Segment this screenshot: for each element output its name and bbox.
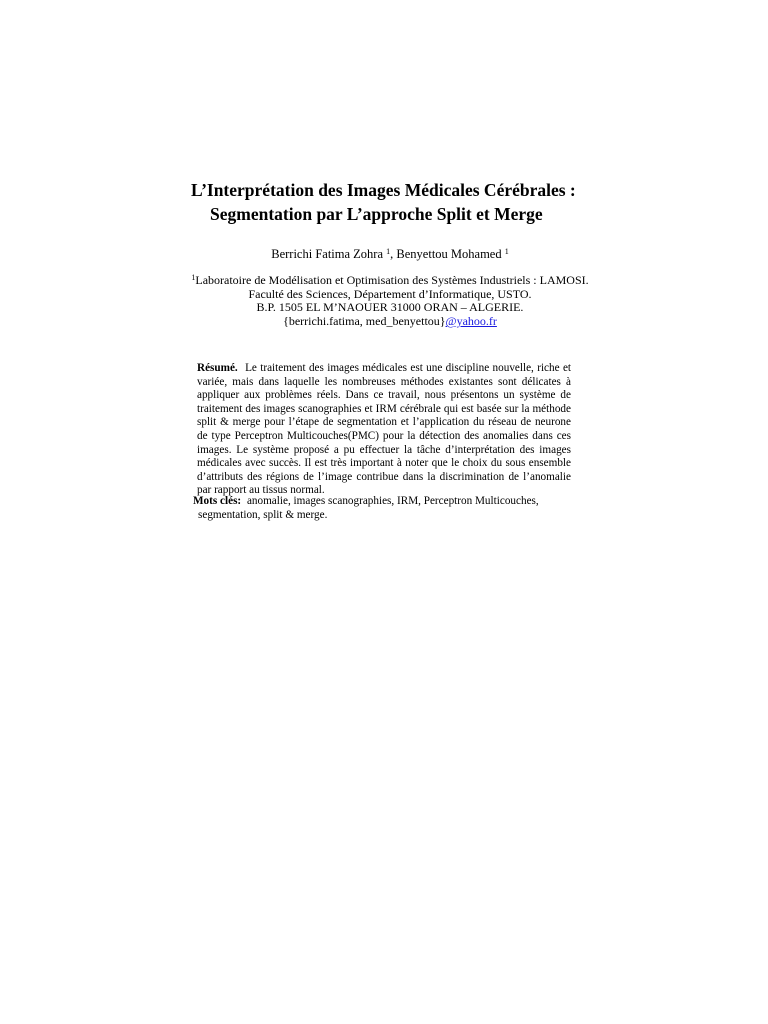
author-name: , Benyettou Mohamed	[390, 247, 505, 261]
author-name: Berrichi Fatima Zohra	[271, 247, 387, 261]
affiliation-marker: 1	[504, 247, 509, 256]
affiliation-email	[0, 315, 768, 329]
affiliation-lab: Laboratoire de Modélisation et Optimisation des Systèmes Industriels : LAMOSI.	[195, 273, 589, 287]
affiliation-marker: 1	[191, 273, 196, 282]
keywords-text: anomalie, images scanographies, IRM, Perceptron Multicouches,	[246, 495, 539, 507]
email-link[interactable]: @yahoo.fr	[445, 314, 497, 329]
affiliation-line: B.P. 1505 EL M’NAOUER 31000 ORAN – ALGERIE.	[256, 300, 524, 315]
email-users: {berrichi.fatima, med_benyettou}	[283, 314, 446, 329]
paper-title-line-2: Segmentation par L’approche Split et Merge	[210, 204, 543, 224]
affiliation-line: Faculté des Sciences, Département d’Informatique, USTO.	[248, 286, 532, 301]
keywords-label: Mots clés:	[193, 495, 242, 507]
abstract	[197, 362, 571, 498]
paper-title-line-1: L’Interprétation des Images Médicales Cérébrales :	[191, 180, 576, 200]
author-list	[0, 246, 768, 262]
affiliation-marker: 1	[386, 247, 391, 256]
abstract-label: Résumé.	[197, 362, 238, 374]
keywords	[193, 495, 571, 522]
abstract-text: Le traitement des images médicales est une discipline nouvelle, riche et variée, mais dans laquelle les nombreuses méthodes existantes sont délicates à appliquer aux problèmes réels. Dans ce travail, nous présentons un système de traitement des images scanographies et IRM cérébrale qui est basée sur la méthode split & merge pour l’étape de segmentation et l’application du réseau de neurone de type Perceptron Multicouches(PMC) pour la détection des anomalies dans ces images. Le système proposé a pu effectuer la tâche d’interprétation des images médicales avec succès. Il est très important à noter que le choix du sous ensemble d’attributs des régions de l’image contribue dans la discrimination de l’anomalie par rapport au tissus normal.	[197, 362, 572, 497]
affiliation-line	[0, 274, 768, 288]
affiliation-block	[0, 274, 768, 329]
keywords-text-continued: segmentation, split & merge.	[198, 508, 328, 521]
